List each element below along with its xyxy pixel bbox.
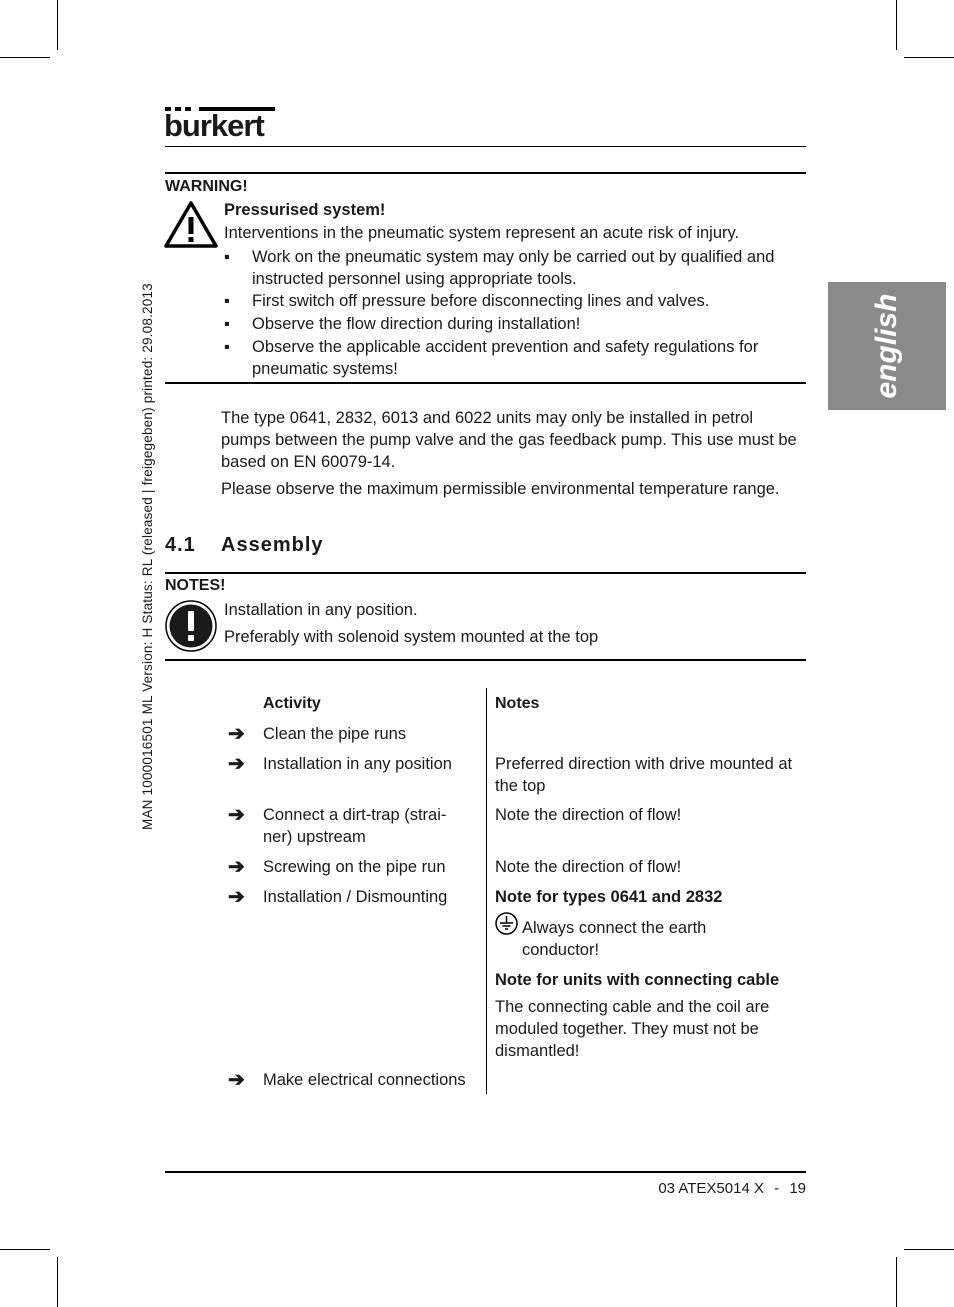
crop-mark [904, 1249, 954, 1250]
notes-top-rule [165, 572, 806, 574]
table-activity: Clean the pipe runs [263, 725, 407, 743]
notes-bottom-rule [165, 659, 806, 661]
warning-bullet-text: Work on the pneumatic system may only be carried out by qualified and instructed personnel using appropriate tools. [252, 248, 775, 288]
paragraph-installation: The type 0641, 2832, 6013 and 6022 units may only be installed in petrol pumps between the pump valve and the gas feedback pump. This use must be based on EN 60079-14. [221, 409, 797, 471]
crop-mark [896, 1257, 897, 1307]
table-note: Preferred direction with drive mounted at the top [495, 755, 793, 795]
warning-intro: Interventions in the pneumatic system represent an acute risk of injury. [224, 224, 740, 242]
notes-line: Installation in any position. [224, 601, 418, 619]
table-activity: Installation / Dismounting [263, 888, 448, 906]
section-number: 4.1 [165, 534, 196, 556]
crop-mark [0, 57, 50, 58]
page-number: 19 [789, 1180, 806, 1197]
table-note-title: Note for units with connecting cable [495, 971, 780, 989]
table-note: Note the direction of flow! [495, 806, 682, 824]
arrow-right-icon: ➔ [228, 723, 245, 745]
warning-bullet-text: Observe the applicable accident prevention and safety regulations for pneumatic systems! [252, 338, 759, 378]
language-tab-label: english [870, 293, 903, 399]
footer [560, 1179, 806, 1199]
arrow-right-icon: ➔ [228, 804, 245, 826]
table-header-notes: Notes [495, 695, 540, 712]
crop-mark [57, 1257, 58, 1307]
table-activity: Screwing on the pipe run [263, 858, 446, 876]
table-note-earth: Always connect the earth conductor! [522, 919, 707, 959]
logo-text: burkert [164, 108, 264, 143]
table-note: The connecting cable and the coil are moduled together. They must not be dismantled! [495, 998, 770, 1060]
table-header-activity: Activity [263, 695, 321, 712]
header-rule [165, 146, 806, 147]
earth-ground-icon [495, 912, 518, 935]
warning-bottom-rule [165, 382, 806, 384]
arrow-right-icon: ➔ [228, 886, 245, 908]
language-tab [828, 282, 946, 410]
section-title: Assembly [221, 534, 324, 556]
warning-heading: WARNING! [165, 178, 248, 195]
table-note-title: Note for types 0641 and 2832 [495, 888, 723, 906]
arrow-right-icon: ➔ [228, 753, 245, 775]
brand-logo [165, 107, 275, 143]
footer-separator: - [774, 1180, 780, 1197]
warning-bullet: ▪ First switch off pressure before disconnecting lines and valves. [224, 290, 804, 312]
table-activity: Installation in any position [263, 755, 452, 773]
warning-bullet-text: Observe the flow direction during installation! [252, 315, 581, 333]
crop-mark [896, 0, 897, 50]
warning-bullet: ▪ Work on the pneumatic system may only be carried out by qualified and instructed personnel using appropriate tools. [224, 246, 804, 290]
notes-heading: NOTES! [165, 577, 226, 594]
notes-line: Preferably with solenoid system mounted at the top [224, 628, 599, 646]
warning-title: Pressurised system! [224, 201, 386, 219]
warning-triangle-icon [164, 200, 218, 248]
warning-top-rule [165, 172, 806, 174]
warning-bullet: ▪ Observe the applicable accident prevention and safety regulations for pneumatic systems! [224, 336, 804, 380]
arrow-right-icon: ➔ [228, 856, 245, 878]
arrow-right-icon: ➔ [228, 1069, 245, 1091]
exclamation-icon [165, 600, 217, 652]
paragraph-temperature: Please observe the maximum permissible environmental temperature range. [221, 480, 780, 498]
crop-mark [57, 0, 58, 50]
crop-mark [904, 57, 954, 58]
table-note: Note the direction of flow! [495, 858, 682, 876]
table-column-divider [486, 688, 487, 1094]
table-activity: Make electrical connections [263, 1071, 466, 1089]
footer-rule [165, 1171, 806, 1173]
margin-note: MAN 1000016501 ML Version: H Status: RL (released | freigegeben) printed: 29.08.2013 [140, 283, 155, 830]
footer-doc-ref: 03 ATEX5014 X [658, 1180, 764, 1197]
warning-bullet-text: First switch off pressure before disconnecting lines and valves. [252, 292, 710, 310]
crop-mark [0, 1249, 50, 1250]
table-activity: Connect a dirt-trap (strai-ner) upstream [263, 806, 447, 846]
warning-bullet: ▪ Observe the flow direction during installation! [224, 313, 804, 335]
